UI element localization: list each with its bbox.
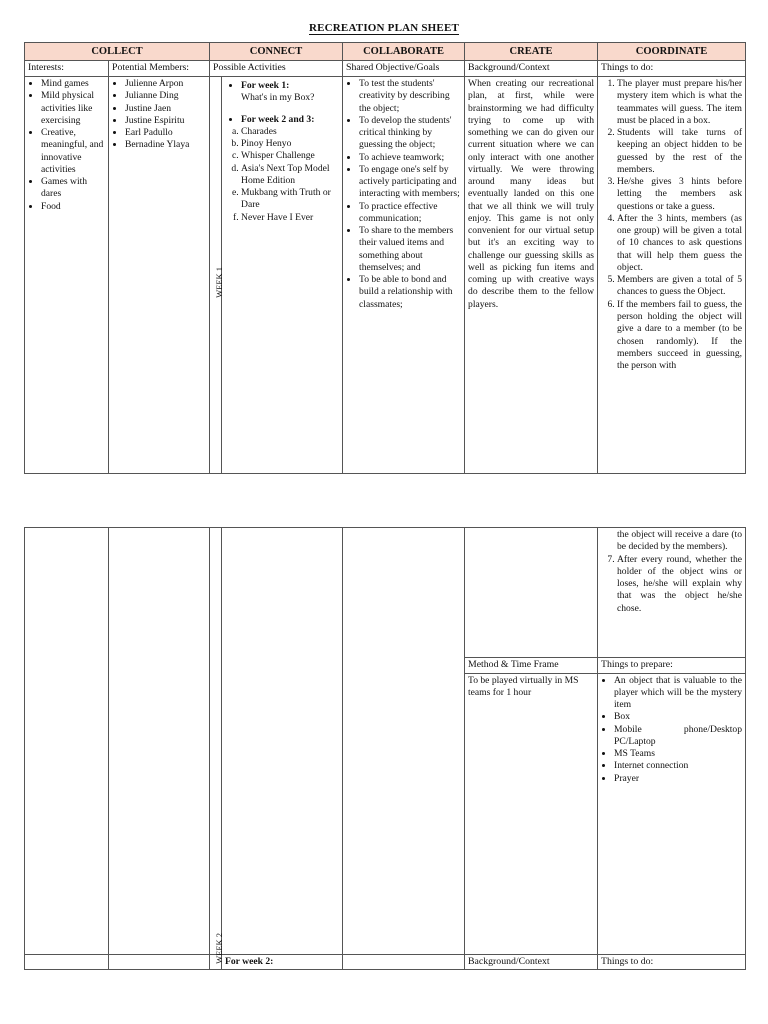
member-item-3: • Justine Jaen bbox=[125, 103, 206, 115]
method-label: Method & Time Frame bbox=[465, 658, 598, 674]
connect-header: CONNECT bbox=[210, 43, 343, 61]
method-text: To be played virtually in MS teams for 1 hour bbox=[468, 674, 579, 698]
prepare-list bbox=[601, 675, 742, 785]
interests-label: Interests: bbox=[25, 61, 109, 77]
interests-cell bbox=[25, 76, 109, 473]
todo-cell bbox=[598, 76, 746, 473]
todo-item-7: 7. After every round, whether the holder of the object wins or loses, he/she will explain why that was the object he/she chose. bbox=[617, 554, 742, 615]
goals-cont-cell bbox=[343, 528, 465, 955]
recreation-plan-table-page2 bbox=[24, 527, 746, 970]
prepare-item-4: • MS Teams bbox=[614, 748, 742, 760]
prepare-item-3: • Mobile phone/Desktop PC/Laptop bbox=[614, 724, 742, 749]
goals-list bbox=[346, 78, 461, 311]
background-text: When creating our recreational plan, at first, while were brainstorming we had difficulty trying to come up with something we can do given our current situation where we can only interact with one another virtually. We were throwing around many ideas but eventually landed on this one that we all think we will truly enjoy. This game is not only convenient for our virtual setup but it's an exciting way to challenge our guessing skills as well as picking fun items and coming up with creative ways do describe them to the fellow players. bbox=[468, 77, 595, 310]
todo-continuation: the object will receive a dare (to be decided by the members). bbox=[617, 529, 742, 553]
member-item-2: • Julianne Ding bbox=[125, 90, 206, 102]
activities-label: Possible Activities bbox=[210, 61, 343, 77]
background-label-week2: Background/Context bbox=[465, 954, 598, 970]
goals-cell bbox=[343, 76, 465, 473]
activity-item-1: a. Charades bbox=[241, 126, 339, 138]
goals-week2-cell bbox=[343, 954, 465, 970]
goal-item-2: • To develop the students' critical thinking by guessing the object; bbox=[359, 115, 461, 152]
todo-item-4: 4. After the 3 hints, members (as one group) will be given a total of 10 chances to ask questions that will help them guess the object. bbox=[617, 213, 742, 274]
todo-label-week2: Things to do: bbox=[598, 954, 746, 970]
todo-label: Things to do: bbox=[598, 61, 746, 77]
header-row bbox=[25, 43, 746, 61]
interests-week2-cell bbox=[25, 954, 109, 970]
goal-item-7: • To be able to bond and build a relationship with classmates; bbox=[359, 274, 461, 311]
member-item-4: • Justine Espiritu bbox=[125, 115, 206, 127]
goals-label: Shared Objective/Goals bbox=[343, 61, 465, 77]
week1-label: WEEK 1 bbox=[214, 266, 225, 298]
week2-label: WEEK 2 bbox=[214, 932, 225, 964]
activity-item-5: e. Mukbang with Truth or Dare bbox=[241, 187, 339, 212]
prepare-item-5: • Internet connection bbox=[614, 760, 742, 772]
activity-item-6: f. Never Have I Ever bbox=[241, 212, 339, 224]
member-item-1: • Julienne Arpon bbox=[125, 78, 206, 90]
background-cont-cell bbox=[465, 528, 598, 658]
goal-item-3: • To achieve teamwork; bbox=[359, 152, 461, 164]
content-row bbox=[25, 76, 746, 473]
interest-item-2: • Mild physical activities like exercising bbox=[41, 90, 105, 127]
goal-item-5: • To practice effective communication; bbox=[359, 201, 461, 226]
prepare-item-2: • Box bbox=[614, 711, 742, 723]
background-cell bbox=[465, 76, 598, 473]
week2-heading: For week 2: bbox=[222, 954, 343, 970]
activity-item-4: d. Asia's Next Top Model Home Edition bbox=[241, 163, 339, 188]
todo-item-6: 6. If the members fail to guess, the person holding the object will give a dare to a member (to be chosen randomly). If the members succeed in guessing, the person with bbox=[617, 299, 742, 373]
week2-cell bbox=[210, 932, 225, 970]
member-item-6: • Bernadine Ylaya bbox=[125, 139, 206, 151]
week1-activity: What's in my Box? bbox=[241, 92, 315, 104]
week2-row bbox=[25, 954, 746, 970]
activities-cell bbox=[222, 76, 343, 473]
background-label: Background/Context bbox=[465, 61, 598, 77]
members-label: Potential Members: bbox=[109, 61, 210, 77]
subheader-row bbox=[25, 61, 746, 77]
member-item-5: • Earl Padullo bbox=[125, 127, 206, 139]
collect-header: COLLECT bbox=[25, 43, 210, 61]
prepare-cell bbox=[598, 673, 746, 954]
goal-item-6: • To share to the members their valued items and something about themselves; and bbox=[359, 225, 461, 274]
members-cont-cell bbox=[109, 528, 210, 955]
week1-heading: • For week 1: bbox=[241, 80, 339, 92]
interest-item-4: • Games with dares bbox=[41, 176, 105, 201]
week1-cell bbox=[210, 76, 225, 473]
todo-item-3: 3. He/she gives 3 hints before letting the members ask questions or take a guess. bbox=[617, 176, 742, 213]
week23-heading: • For week 2 and 3: bbox=[241, 114, 339, 126]
goal-item-1: • To test the students' creativity by describing the object; bbox=[359, 78, 461, 115]
prepare-item-6: • Prayer bbox=[614, 773, 742, 785]
prepare-label: Things to prepare: bbox=[598, 658, 746, 674]
todo-cont-cell bbox=[598, 528, 746, 658]
interest-item-1: • Mind games bbox=[41, 78, 105, 90]
todo-item-2: 2. Students will take turns of keeping an object hidden to be guessed by the rest of the members. bbox=[617, 127, 742, 176]
activity-item-3: c. Whisper Challenge bbox=[241, 150, 339, 162]
document-title: RECREATION PLAN SHEET bbox=[308, 22, 460, 34]
todo-item-1: 1. The player must prepare his/her mystery item which is what the teammates will guess. The item must be placed in a box. bbox=[617, 78, 742, 127]
interest-item-3: • Creative, meaningful, and innovative activities bbox=[41, 127, 105, 176]
method-cell bbox=[465, 673, 598, 954]
todo-item-5: 5. Members are given a total of 5 chances to guess the Object. bbox=[617, 274, 742, 299]
activities-cont-cell bbox=[222, 528, 343, 955]
prepare-item-1: • An object that is valuable to the player which will be the mystery item bbox=[614, 675, 742, 712]
activity-item-2: b. Pinoy Henyo bbox=[241, 138, 339, 150]
members-list bbox=[112, 78, 206, 152]
interests-cont-cell bbox=[25, 528, 109, 955]
goal-item-4: • To engage one's self by actively participating and interacting with members; bbox=[359, 164, 461, 201]
continued-row bbox=[25, 528, 746, 658]
create-header: CREATE bbox=[465, 43, 598, 61]
members-week2-cell bbox=[109, 954, 210, 970]
coordinate-header: COORDINATE bbox=[598, 43, 746, 61]
interest-item-5: • Food bbox=[41, 201, 105, 213]
collaborate-header: COLLABORATE bbox=[343, 43, 465, 61]
members-cell bbox=[109, 76, 210, 473]
recreation-plan-table-page1 bbox=[24, 42, 746, 474]
week1-cont-cell bbox=[210, 528, 222, 955]
interests-list bbox=[28, 78, 105, 213]
week23-activity-list bbox=[225, 126, 339, 224]
todo-list bbox=[601, 78, 742, 372]
